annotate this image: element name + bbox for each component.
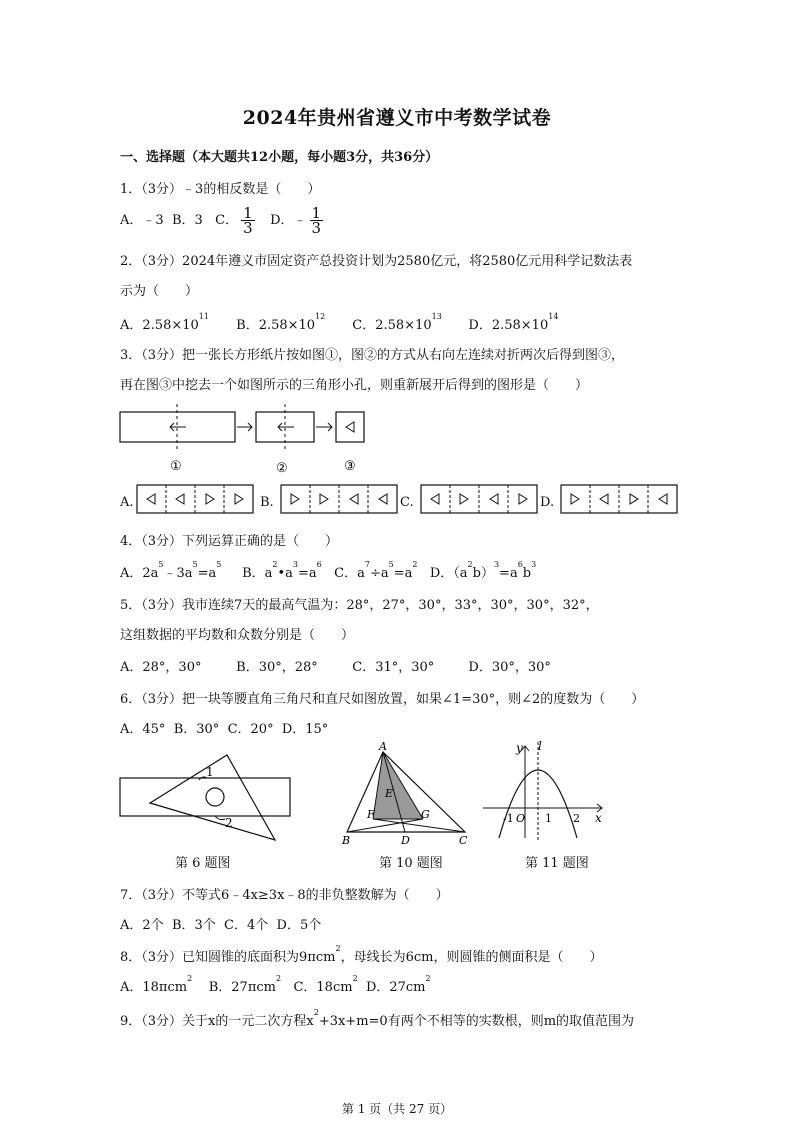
x-axis-label: x <box>595 811 602 825</box>
q8-option-a: A．18πcm$^2$ <box>120 974 193 995</box>
q6-option-c: C．20° <box>227 722 274 737</box>
q3-option-d-figure <box>560 482 678 516</box>
q3-option-c-label: C. <box>400 495 414 510</box>
q2-option-a: A．$2.58\times 10^{11}$ <box>120 312 209 333</box>
figure-10-caption: 第 10 题图 <box>379 856 443 871</box>
question-3-stem-line2: 再在图③中挖去一个如图所示的三角形小孔，则重新展开后得到的图形是（ ） <box>120 378 589 393</box>
vertex-a: A <box>379 742 387 753</box>
figure-6 <box>115 745 300 845</box>
q3-option-a-label: A. <box>120 495 134 510</box>
q4-option-d: D．$(a^2b)^3=a^6b^3$ <box>429 560 537 581</box>
vertex-g: G <box>421 808 430 821</box>
vertex-b: B <box>342 834 351 847</box>
q5-option-c: C．31°，30° <box>352 660 435 675</box>
q8-option-c: C．$18cm^2$ <box>293 974 358 995</box>
question-5-options <box>120 656 551 675</box>
q6-option-b: B．30° <box>173 722 220 737</box>
vertex-e: E <box>385 787 394 800</box>
question-4-options <box>120 562 536 581</box>
angle-2-label: 2 <box>225 816 233 830</box>
q7-option-a: A．2个 <box>120 918 164 933</box>
q4-option-a: A．$2a^5﹣3a^5=a^5$ <box>120 560 222 581</box>
figure-10 <box>335 742 475 848</box>
fig-label-2: ② <box>276 461 288 476</box>
question-4-stem: 4．（3分）下列运算正确的是（ ） <box>120 534 339 549</box>
q8-option-b: B．27πcm$^2$ <box>208 974 282 995</box>
question-8-stem: 8．（3分）已知圆锥的底面积为9πcm$^2$，母线长为6cm，则圆锥的侧面积是（ ） <box>120 944 603 965</box>
figure-6-caption: 第 6 题图 <box>175 856 231 871</box>
question-2-options <box>120 314 558 333</box>
question-9-stem: 9．（3分）关于x的一元二次方程$x^2+3x+m=0$有两个不相等的实数根，则m的取值范围为 <box>120 1008 635 1029</box>
question-2-stem-line2: 示为（ ） <box>120 284 199 299</box>
tick-2: 2 <box>573 812 580 825</box>
q7-option-c: C．4个 <box>224 918 269 933</box>
q1-option-b: B．3 <box>171 213 203 228</box>
question-8-options <box>120 976 431 995</box>
fig-label-3: ③ <box>344 459 356 474</box>
vertex-c: C <box>459 834 468 847</box>
fig-label-1: ① <box>170 459 182 474</box>
vertex-d: D <box>401 834 410 847</box>
q3-option-b-figure <box>280 482 398 516</box>
q5-option-a: A．28°，30° <box>120 660 202 675</box>
q3-option-d-label: D. <box>540 495 555 510</box>
symmetry-line-label: l <box>538 739 542 753</box>
q1-option-d: D．﹣ $\frac{1}{3}$ <box>270 204 322 237</box>
section-heading: 一、选择题（本大题共12小题，每小题3分，共36分） <box>120 150 439 165</box>
vertex-f: F <box>367 808 375 821</box>
q6-option-d: D．15° <box>281 722 329 737</box>
q5-option-b: B．30°，28° <box>236 660 318 675</box>
q3-fold-figure <box>110 402 390 478</box>
figure-11-caption: 第 11 题图 <box>525 856 589 871</box>
question-6-options <box>120 718 328 737</box>
q2-option-c: C．$2.58\times 10^{13}$ <box>352 312 442 333</box>
question-3-stem-line1: 3．（3分）把一张长方形纸片按如图①，图②的方式从右向左连续对折两次后得到图③， <box>120 348 625 363</box>
page-footer: 第 1 页（共 27 页） <box>341 1102 453 1116</box>
q2-option-d: D．$2.58\times 10^{14}$ <box>468 312 559 333</box>
question-2-stem-line1: 2．（3分）2024年遵义市固定资产总投资计划为2580亿元，将2580亿元用科学记数法表 <box>120 254 633 269</box>
q3-option-b-label: B. <box>260 495 274 510</box>
q7-option-d: D．5个 <box>276 918 322 933</box>
page-title: 2024年贵州省遵义市中考数学试卷 <box>242 107 552 129</box>
q3-option-c-figure <box>420 482 538 516</box>
q4-option-c: C．$a^7\div a^5=a^2$ <box>334 560 418 581</box>
question-7-stem: 7．（3分）不等式6﹣4x≥3x﹣8的非负整数解为（ ） <box>120 888 449 903</box>
q7-option-b: B．3个 <box>171 918 216 933</box>
q3-options <box>120 482 680 518</box>
q6-option-a: A．45° <box>120 722 166 737</box>
question-6-stem: 6．（3分）把一块等腰直角三角尺和直尺如图放置，如果∠1=30°，则∠2的度数为（ ） <box>120 692 645 707</box>
question-7-options <box>120 914 321 933</box>
figure-11 <box>475 738 610 848</box>
q4-option-b: B．$a^2•a^3=a^6$ <box>242 560 322 581</box>
q1-option-c: C． $\frac{1}{3}$ <box>215 204 253 237</box>
tick-1: 1 <box>545 812 552 825</box>
q8-option-d: D．$27cm^2$ <box>365 974 431 995</box>
origin-label: O <box>516 812 526 825</box>
q2-option-b: B．$2.58\times 10^{12}$ <box>236 312 326 333</box>
tick-neg1: -1 <box>503 812 514 825</box>
y-axis-label: y <box>516 741 523 755</box>
question-5-stem-line1: 5．（3分）我市连续7天的最高气温为：28°，27°，30°，33°，30°，30°，32°， <box>120 598 599 613</box>
question-1-options <box>120 206 326 235</box>
angle-1-label: 1 <box>206 765 214 779</box>
question-5-stem-line2: 这组数据的平均数和众数分别是（ ） <box>120 628 355 643</box>
question-1-stem: 1．（3分）﹣3的相反数是（ ） <box>120 182 321 197</box>
q5-option-d: D．30°，30° <box>468 660 551 675</box>
q3-option-a-figure <box>136 482 254 516</box>
q1-option-a: A．﹣3 <box>120 213 164 228</box>
